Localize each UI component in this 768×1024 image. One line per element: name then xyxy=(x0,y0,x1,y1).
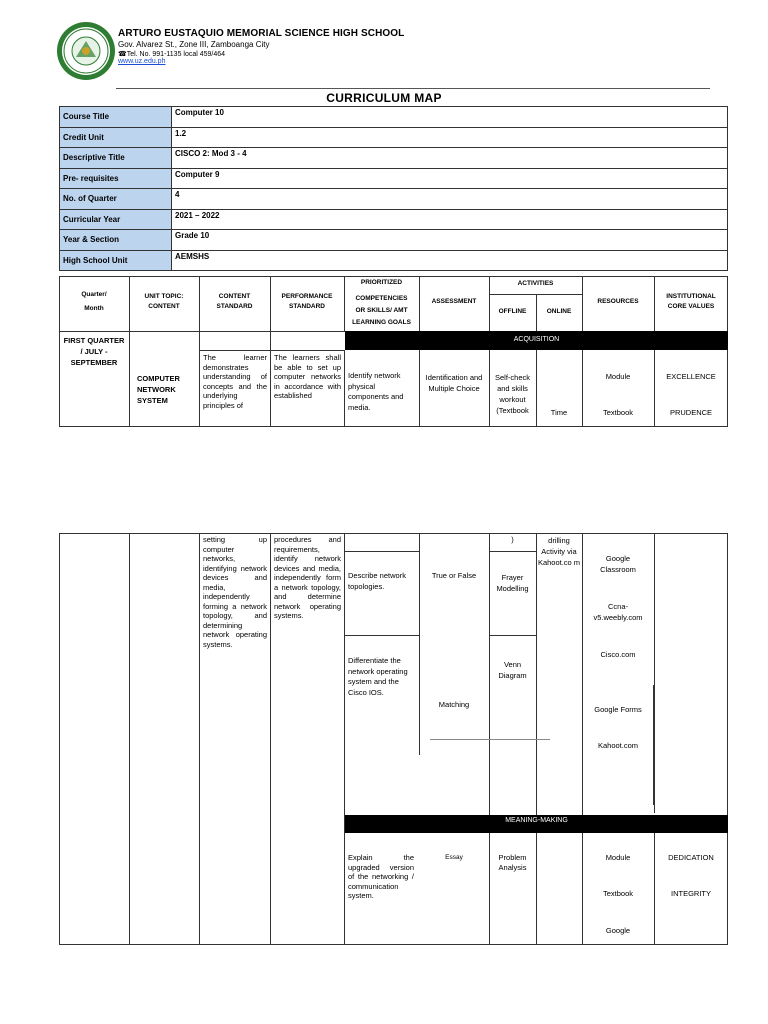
offline-activity-cell: Problem Analysis xyxy=(498,853,527,872)
grid-line xyxy=(582,533,583,945)
grid-line xyxy=(489,350,490,427)
info-row xyxy=(60,107,728,128)
grid-line xyxy=(199,533,200,945)
grid-line xyxy=(344,350,345,427)
info-label: Credit Unit xyxy=(60,127,172,148)
acquisition-bar: ACQUISITION xyxy=(345,331,728,350)
header-quarter-month: Quarter/ Month xyxy=(81,291,107,312)
resource-cell: Google xyxy=(605,926,631,935)
info-label: Year & Section xyxy=(60,230,172,251)
info-row xyxy=(60,250,728,271)
header-unit-topic: UNIT TOPIC: CONTENT xyxy=(144,293,184,310)
performance-standard-cell: The learners shall be able to set up computer networks in accordance with established xyxy=(274,353,341,400)
resource-cell: Textbook xyxy=(602,889,634,898)
school-website-link[interactable]: www.uz.edu.ph xyxy=(118,58,166,65)
assessment-cell: Matching xyxy=(438,700,470,709)
assessment-cell: Essay xyxy=(445,854,463,861)
info-label: High School Unit xyxy=(60,250,172,271)
info-row xyxy=(60,230,728,251)
resource-cell: Kahoot.com xyxy=(597,741,639,750)
grid-line xyxy=(419,533,420,755)
online-activity-cell-cont: drilling Activity via Kahoot.co m xyxy=(537,536,581,567)
grid-line xyxy=(59,331,345,332)
competency-cell: Differentiate the network operating system and the Cisco IOS. xyxy=(348,656,408,697)
competency-cell: Describe network topologies. xyxy=(348,571,406,591)
grid-line xyxy=(270,533,271,945)
grid-line xyxy=(430,739,550,740)
header-prioritized: PRIORITIZED xyxy=(360,279,403,286)
header-core-values: INSTITUTIONAL CORE VALUES xyxy=(666,293,716,310)
info-row xyxy=(60,189,728,210)
info-row xyxy=(60,168,728,189)
info-row xyxy=(60,148,728,169)
grid-line xyxy=(489,551,536,552)
quarter-cell: FIRST QUARTER / JULY - SEPTEMBER xyxy=(63,336,125,367)
content-standard-cell: The learner demonstrates understanding of concepts and the underlying principles of xyxy=(203,353,267,410)
info-label: Course Title xyxy=(60,107,172,128)
offline-activity-cell: Self-check and skills workout (Textbook xyxy=(494,373,530,415)
header-online: ONLINE xyxy=(546,308,572,315)
competency-cell: Identify network physical components and media. xyxy=(348,371,404,412)
core-value-cell: EXCELLENCE xyxy=(666,372,716,381)
resource-cell: Module xyxy=(605,372,631,381)
course-info-table xyxy=(59,106,728,271)
info-value: Computer 10 xyxy=(172,107,728,128)
grid-line xyxy=(419,350,420,427)
info-row xyxy=(60,209,728,230)
info-value: Computer 9 xyxy=(172,168,728,189)
offline-activity-cell: Frayer Modelling xyxy=(496,573,529,593)
online-activity-cell: Time xyxy=(550,408,568,417)
info-label: Pre- requisites xyxy=(60,168,172,189)
content-standard-cell-cont: setting up computer networks, identifying network devices and media, independently forming a network topology, and determining network operating systems. xyxy=(203,535,267,649)
grid-line xyxy=(344,635,419,636)
grid-line xyxy=(344,533,345,945)
info-value: 4 xyxy=(172,189,728,210)
info-value: CISCO 2: Mod 3 - 4 xyxy=(172,148,728,169)
page-title: CURRICULUM MAP xyxy=(326,91,442,105)
header-offline: OFFLINE xyxy=(498,308,527,315)
resource-cell: Module xyxy=(605,853,631,862)
header-competencies: COMPETENCIES OR SKILLS/ AMT LEARNING GOALS xyxy=(352,295,411,326)
meaning-making-bar: MEANING-MAKING xyxy=(345,815,728,833)
header-performance-standard: PERFORMANCE STANDARD xyxy=(281,293,333,310)
info-row xyxy=(60,127,728,148)
resource-cell: Cisco.com xyxy=(600,650,636,659)
unit-topic-cell: COMPUTER NETWORK SYSTEM xyxy=(137,374,180,405)
resource-cell: Ccna-v5.weebly.com xyxy=(593,602,643,622)
header-activities: ACTIVITIES xyxy=(517,280,554,287)
header-divider xyxy=(116,88,710,89)
grid-line xyxy=(654,533,655,813)
info-value: Grade 10 xyxy=(172,230,728,251)
resource-cell: Google Classroom xyxy=(600,554,636,574)
resource-cell: Textbook xyxy=(602,408,634,417)
resource-cell: Google Forms xyxy=(594,705,642,714)
school-address: Gov. Alvarez St., Zone III, Zamboanga City xyxy=(118,40,270,49)
school-name: ARTURO EUSTAQUIO MEMORIAL SCIENCE HIGH SCHOOL xyxy=(118,28,405,39)
school-telephone: ☎Tel. No. 991-1135 local 459/464 xyxy=(118,51,226,58)
core-value-cell: INTEGRITY xyxy=(670,889,711,898)
info-label: Curricular Year xyxy=(60,209,172,230)
info-value: 1.2 xyxy=(172,127,728,148)
grid-line xyxy=(199,350,345,351)
performance-standard-cell-cont: procedures and requirements, identify network devices and media, independently form a network topology, and determine network operating systems. xyxy=(274,535,341,620)
header-assessment: ASSESSMENT xyxy=(431,298,477,305)
offline-activity-cell-cont: ) xyxy=(511,535,514,544)
competency-cell: Explain the upgraded version of the networking / communication system. xyxy=(348,853,414,900)
info-value: AEMSHS xyxy=(172,250,728,271)
header-resources: RESOURCES xyxy=(597,298,639,305)
assessment-cell: Identification and Multiple Choice xyxy=(425,373,483,393)
core-value-cell: DEDICATION xyxy=(668,853,714,862)
info-label: Descriptive Title xyxy=(60,148,172,169)
offline-activity-cell: Venn Diagram xyxy=(498,660,527,680)
school-logo xyxy=(56,21,116,81)
grid-line xyxy=(489,635,536,636)
assessment-cell: True or False xyxy=(431,571,477,580)
grid-line xyxy=(344,551,419,552)
grid-line xyxy=(129,533,130,945)
info-value: 2021 – 2022 xyxy=(172,209,728,230)
grid-line xyxy=(489,294,583,295)
core-value-cell: PRUDENCE xyxy=(669,408,713,417)
info-label: No. of Quarter xyxy=(60,189,172,210)
header-content-standard: CONTENT STANDARD xyxy=(216,293,253,310)
